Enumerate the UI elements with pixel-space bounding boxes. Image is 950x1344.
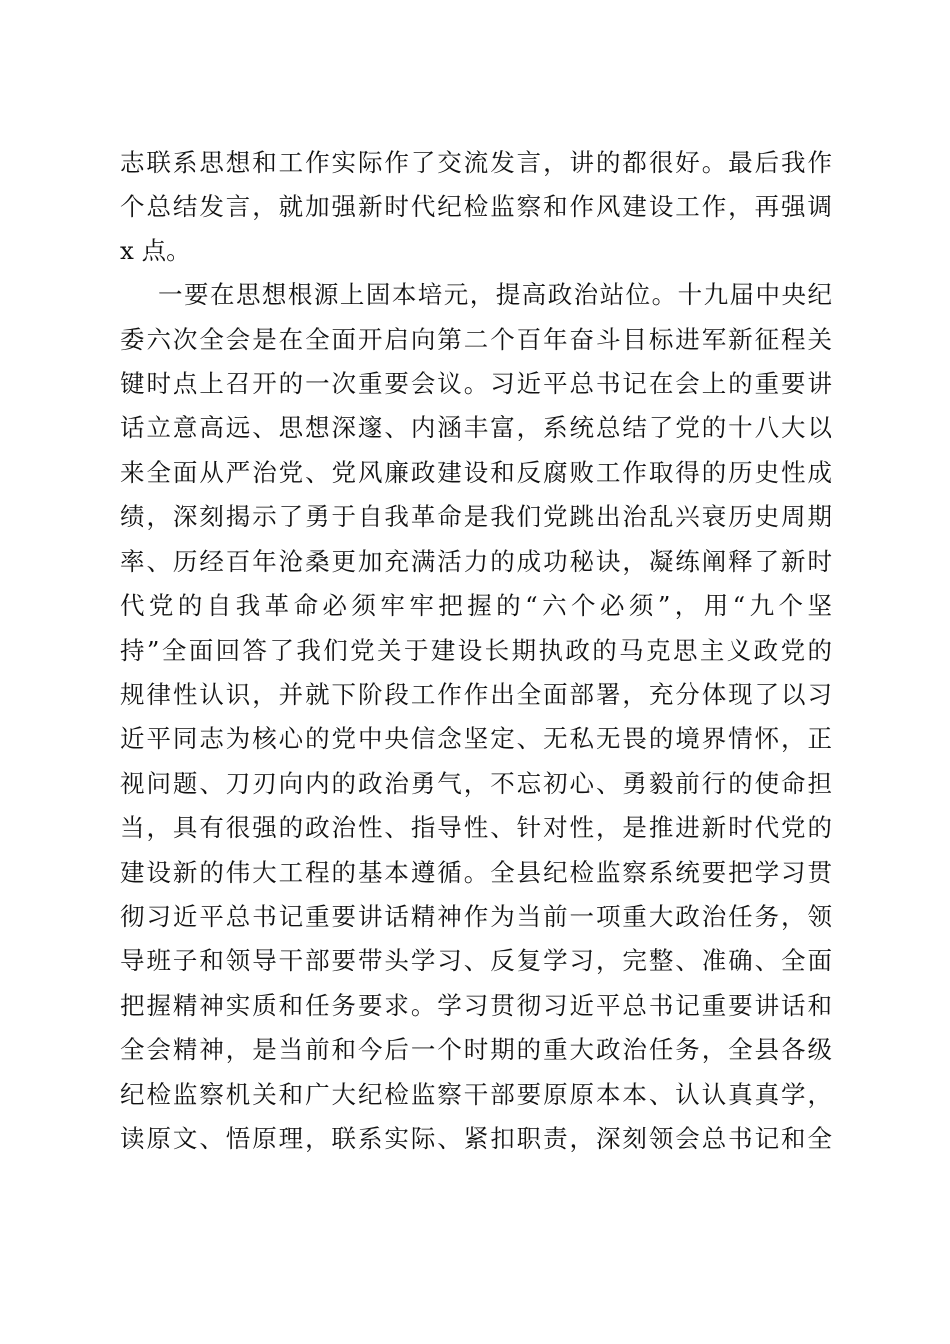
text-line: x 点。 (120, 236, 191, 265)
text-line: 来全面从严治党、党风廉政建设和反腐败工作取得的历史性成 (120, 458, 832, 487)
text-line: 代党的自我革命必须牢牢把握的“六个必须”，用“九个坚 (120, 591, 832, 620)
text-line: 委六次全会是在全面开启向第二个百年奋斗目标进军新征程关 (120, 325, 832, 354)
text-line: 持”全面回答了我们党关于建设长期执政的马克思主义政党的 (120, 636, 832, 665)
text-line: 视问题、刀刃向内的政治勇气，不忘初心、勇毅前行的使命担 (120, 769, 832, 798)
text-line: 把握精神实质和任务要求。学习贯彻习近平总书记重要讲话和 (120, 991, 832, 1020)
text-line: 话立意高远、思想深邃、内涵丰富，系统总结了党的十八大以 (120, 413, 832, 442)
text-line: 读原文、悟原理，联系实际、紧扣职责，深刻领会总书记和全 (120, 1124, 832, 1153)
text-line: 当，具有很强的政治性、指导性、针对性，是推进新时代党的 (120, 813, 832, 842)
text-line: 全会精神，是当前和今后一个时期的重大政治任务，全县各级 (120, 1035, 832, 1064)
text-line: 绩，深刻揭示了勇于自我革命是我们党跳出治乱兴衰历史周期 (120, 502, 832, 531)
text-line: 个总结发言，就加强新时代纪检监察和作风建设工作，再强调 (120, 192, 832, 221)
text-line: 导班子和领导干部要带头学习、反复学习，完整、准确、全面 (120, 946, 832, 975)
text-line: 志联系思想和工作实际作了交流发言，讲的都很好。最后我作 (120, 148, 832, 177)
paragraph-first-line: 一要在思想根源上固本培元，提高政治站位。十九届中央纪 (158, 280, 832, 309)
text-line: 规律性认识，并就下阶段工作作出全面部署，充分体现了以习 (120, 680, 832, 709)
text-line: 彻习近平总书记重要讲话精神作为当前一项重大政治任务，领 (120, 902, 832, 931)
text-line: 近平同志为核心的党中央信念坚定、无私无畏的境界情怀，正 (120, 724, 832, 753)
text-line: 建设新的伟大工程的基本遵循。全县纪检监察系统要把学习贯 (120, 858, 832, 887)
text-line: 纪检监察机关和广大纪检监察干部要原原本本、认认真真学， (120, 1080, 832, 1109)
text-line: 键时点上召开的一次重要会议。习近平总书记在会上的重要讲 (120, 369, 832, 398)
text-line: 率、历经百年沧桑更加充满活力的成功秘诀，凝练阐释了新时 (120, 547, 832, 576)
